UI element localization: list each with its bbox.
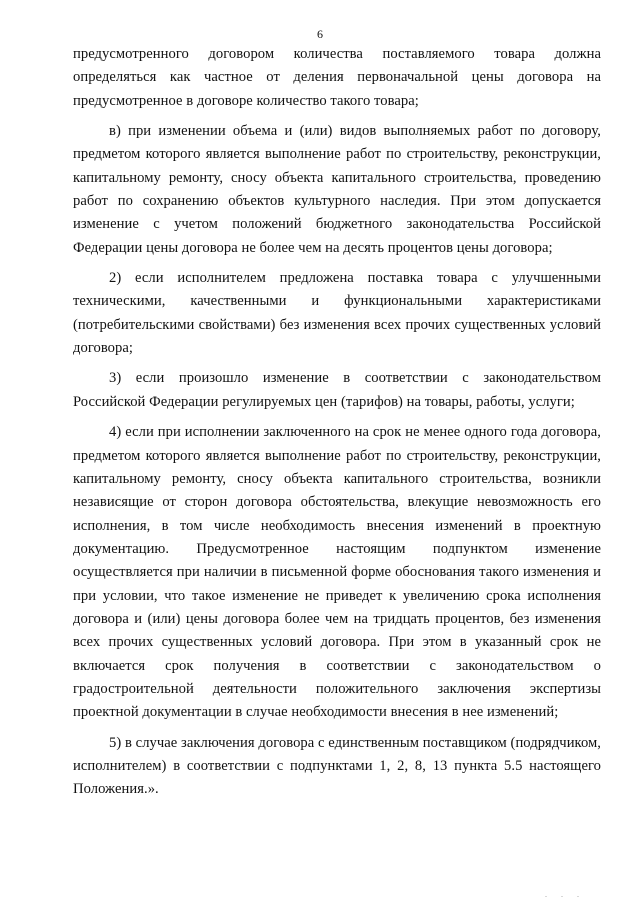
paragraph-item-3: 3) если произошло изменение в соответствии с законодательством Российской Федерации регулируемых цен (тарифов) на товары, работы, услуги; xyxy=(73,370,601,410)
document-body xyxy=(73,43,601,809)
paragraph-item-4: 4) если при исполнении заключенного на срок не менее одного года договора, предметом которого является выполнение работ по строительству, реконструкции, капитальному ремонту, сносу объекта капитального строительства, возникли независящие от сторон договора обстоятельства, влекущие невозможность его исполнения, в том числе необходимость внесения изменений в проектную документацию. Предусмотренное настоящим подпунктом изменение осуществляется при наличии в письменной форме обоснования такого изменения и при условии, что такое изменение не приведет к увеличению срока исполнения договора и (или) цены договора более чем на тридцать процентов, без изменения всех прочих существенных условий договора. При этом в указанный срок не включается срок получения в соответствии с законодательством о градостроительной деятельности положительного заключения экспертизы проектной документации в случае необходимости внесения в нее изменений; xyxy=(73,424,601,721)
paragraph-item-v: в) при изменении объема и (или) видов выполняемых работ по договору, предметом которого является выполнение работ по строительству, реконструкции, капитальному ремонту, сносу объекта капитального строительства, проведению работ по сохранению объектов культурного наследия. При этом допускается изменение с учетом положений бюджетного законодательства Российской Федерации цены договора не более чем на десять процентов цены договора; xyxy=(73,123,601,256)
paragraph-item-5: 5) в случае заключения договора с единственным поставщиком (подрядчиком, исполнителем) в соответствии с подпунктами 1, 2, 8, 13 пункта 5.5 настоящего Положения.». xyxy=(73,734,601,798)
paragraph-item-2: 2) если исполнителем предложена поставка товара с улучшенными техническими, качественными и функциональными характеристиками (потребительскими свойствами) без изменения всех прочих существенных условий договора; xyxy=(73,270,601,357)
page-number: 6 xyxy=(317,27,323,41)
scan-artifact-marks: . . . xyxy=(545,890,585,899)
paragraph-continuation: предусмотренного договором количества поставляемого товара должна определяться как частное от деления первоначальной цены договора на предусмотренное в договоре количество такого товара; xyxy=(73,46,601,109)
